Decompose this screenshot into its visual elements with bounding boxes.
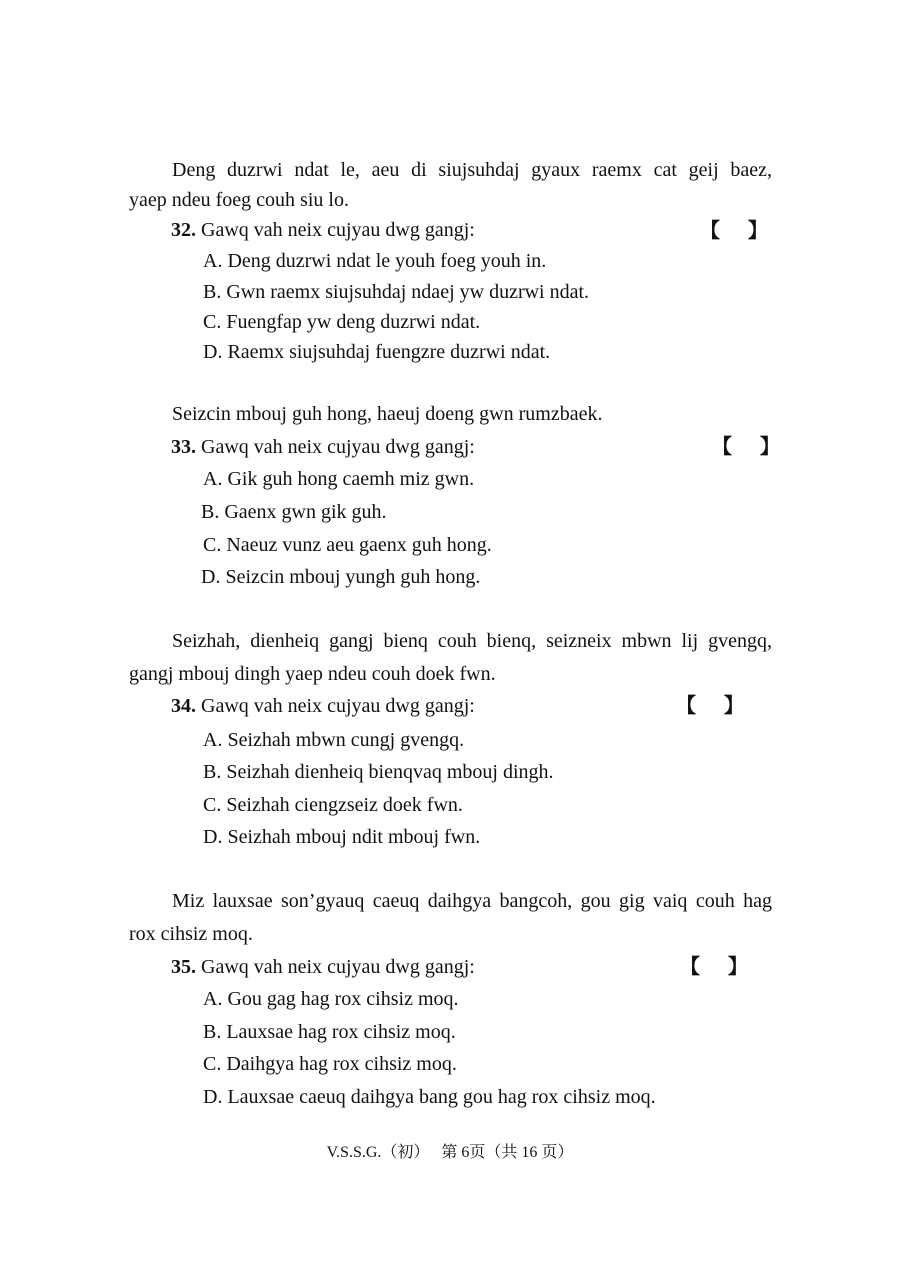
option-b: B. Gaenx gwn gik guh. <box>201 501 387 523</box>
question-text: Gawq vah neix cujyau dwg gangj: <box>201 695 475 717</box>
option-c: C. Naeuz vunz aeu gaenx guh hong. <box>203 534 492 556</box>
question-number: 34. <box>171 695 196 717</box>
question-32-prompt <box>171 218 475 242</box>
question-text: Gawq vah neix cujyau dwg gangj: <box>201 436 475 458</box>
option-d: D. Seizcin mbouj yungh guh hong. <box>201 566 481 588</box>
option-b: B. Lauxsae hag rox cihsiz moq. <box>203 1021 456 1043</box>
passage-4-line-1: Miz lauxsae son’gyauq caeuq daihgya bangcoh, gou gig vaiq couh hag <box>172 890 772 912</box>
passage-1-line-1: Deng duzrwi ndat le, aeu di siujsuhdaj gyaux raemx cat geij baez, <box>172 159 772 181</box>
question-number: 35. <box>171 956 196 978</box>
passage-3-line-1: Seizhah, dienheiq gangj bienq couh bienq, seizneix mbwn lij gvengq, <box>172 630 772 652</box>
passage-1-line-2: yaep ndeu foeg couh siu lo. <box>129 189 349 211</box>
option-c: C. Fuengfap yw deng duzrwi ndat. <box>203 311 481 333</box>
answer-bracket[interactable]: 【 】 <box>712 434 780 458</box>
question-33-prompt <box>171 435 475 459</box>
option-b: B. Gwn raemx siujsuhdaj ndaej yw duzrwi ndat. <box>203 281 590 303</box>
option-a: A. Deng duzrwi ndat le youh foeg youh in. <box>203 250 547 272</box>
answer-bracket[interactable]: 【 】 <box>700 218 768 242</box>
answer-bracket[interactable]: 【 】 <box>676 693 744 717</box>
question-34-prompt <box>171 694 475 718</box>
question-number: 32. <box>171 219 196 241</box>
passage-3-line-2: gangj mbouj dingh yaep ndeu couh doek fwn. <box>129 663 496 685</box>
option-d: D. Lauxsae caeuq daihgya bang gou hag rox cihsiz moq. <box>203 1086 656 1108</box>
question-number: 33. <box>171 436 196 458</box>
option-a: A. Gou gag hag rox cihsiz moq. <box>203 988 459 1010</box>
option-d: D. Raemx siujsuhdaj fuengzre duzrwi ndat. <box>203 341 551 363</box>
question-text: Gawq vah neix cujyau dwg gangj: <box>201 219 475 241</box>
passage-4-line-2: rox cihsiz moq. <box>129 923 253 945</box>
question-35-prompt <box>171 955 475 979</box>
option-a: A. Seizhah mbwn cungj gvengq. <box>203 729 465 751</box>
option-d: D. Seizhah mbouj ndit mbouj fwn. <box>203 826 481 848</box>
page-footer: V.S.S.G.（初） 第 6页（共 16 页） <box>326 1144 574 1161</box>
answer-bracket[interactable]: 【 】 <box>680 954 748 978</box>
question-text: Gawq vah neix cujyau dwg gangj: <box>201 956 475 978</box>
option-c: C. Seizhah ciengzseiz doek fwn. <box>203 794 463 816</box>
option-a: A. Gik guh hong caemh miz gwn. <box>203 468 475 490</box>
option-b: B. Seizhah dienheiq bienqvaq mbouj dingh. <box>203 761 554 783</box>
option-c: C. Daihgya hag rox cihsiz moq. <box>203 1053 457 1075</box>
passage-2-line-1: Seizcin mbouj guh hong, haeuj doeng gwn rumzbaek. <box>172 403 603 425</box>
